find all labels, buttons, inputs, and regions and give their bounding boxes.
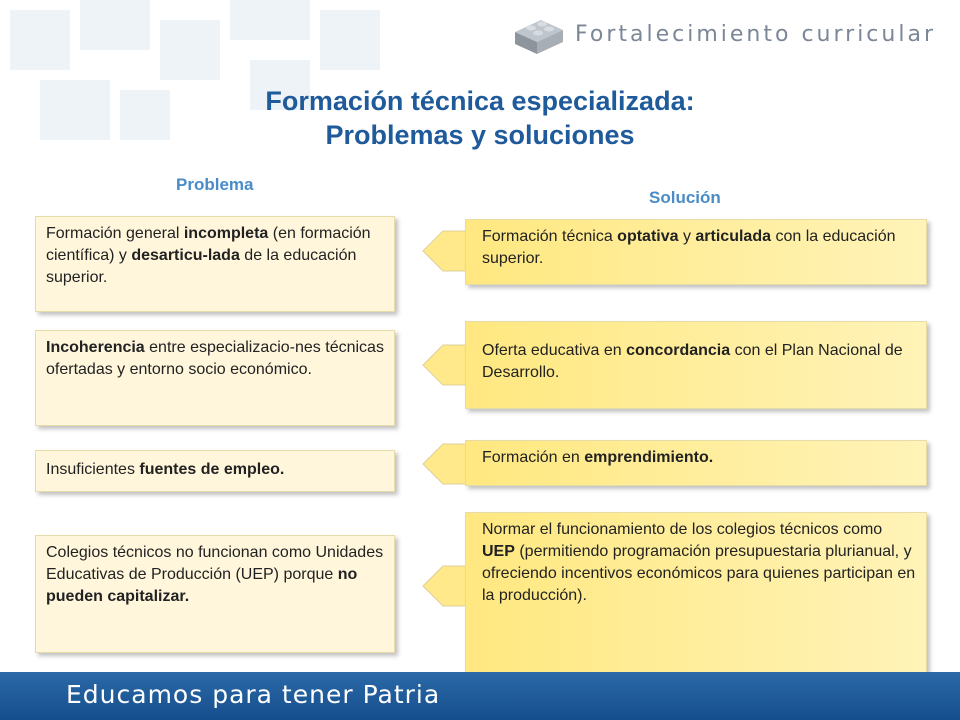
lego-brick-icon	[511, 12, 565, 56]
brand-header	[511, 12, 936, 56]
body-text: Oferta educativa en	[482, 342, 627, 359]
solution-box-3	[465, 440, 927, 486]
body-text: Formación general	[46, 225, 184, 242]
arrow-left-icon	[421, 442, 471, 486]
problem-box-1	[35, 216, 395, 312]
arrow-left-icon	[421, 564, 471, 608]
footer-bar	[0, 672, 960, 720]
solution-box-2	[465, 321, 927, 409]
body-text: Insuficientes	[46, 461, 140, 478]
brand-text: Fortalecimiento curricular	[575, 21, 936, 47]
body-text: Formación técnica	[482, 228, 618, 245]
body-text: (en formación científica) y	[46, 225, 371, 264]
solution-column-heading: Solución	[649, 188, 721, 207]
body-text: de la educación superior.	[46, 247, 357, 286]
page-title	[0, 84, 960, 152]
problem-column-heading: Problema	[176, 175, 254, 194]
emphasis-text: emprendimiento.	[584, 449, 714, 466]
emphasis-text: desarticu-	[131, 247, 208, 264]
problem-box-4	[35, 535, 395, 653]
title-line-1: Formación técnica especializada:	[265, 86, 695, 116]
problem-box-2	[35, 330, 395, 426]
body-text: Colegios técnicos no funcionan como Unidades Educativas de Producción (UEP) porque	[46, 544, 384, 583]
body-text: (permitiendo programación presupuestaria plurianual, y ofreciendo incentivos económicos para quienes participan en la producción).	[482, 543, 916, 604]
body-text: con la educación superior.	[482, 228, 896, 267]
body-text: entre especializacio-nes técnicas ofertadas y entorno socio económico.	[46, 339, 384, 378]
arrow-left-icon	[421, 229, 471, 273]
arrow-left-icon	[421, 343, 471, 387]
emphasis-text: UEP	[482, 543, 515, 560]
emphasis-text: no pueden capitalizar.	[46, 566, 358, 605]
title-line-2: Problemas y soluciones	[325, 120, 635, 150]
emphasis-text: optativa	[617, 228, 679, 245]
emphasis-text: concordancia	[626, 342, 731, 359]
problem-box-3	[35, 450, 395, 492]
body-text: y	[678, 228, 696, 245]
emphasis-text: lada	[207, 247, 240, 264]
emphasis-text: Incoherencia	[46, 339, 145, 356]
emphasis-text: fuentes de empleo.	[139, 461, 285, 478]
body-text: Normar el funcionamiento de los colegios técnicos como	[482, 521, 883, 538]
body-text: con el Plan Nacional de Desarrollo.	[482, 342, 903, 381]
body-text: Formación en	[482, 449, 585, 466]
emphasis-text: articulada	[695, 228, 771, 245]
footer-slogan: Educamos para tener Patria	[66, 680, 441, 709]
solution-box-4	[465, 512, 927, 680]
emphasis-text: incompleta	[183, 225, 269, 242]
solution-box-1	[465, 219, 927, 285]
